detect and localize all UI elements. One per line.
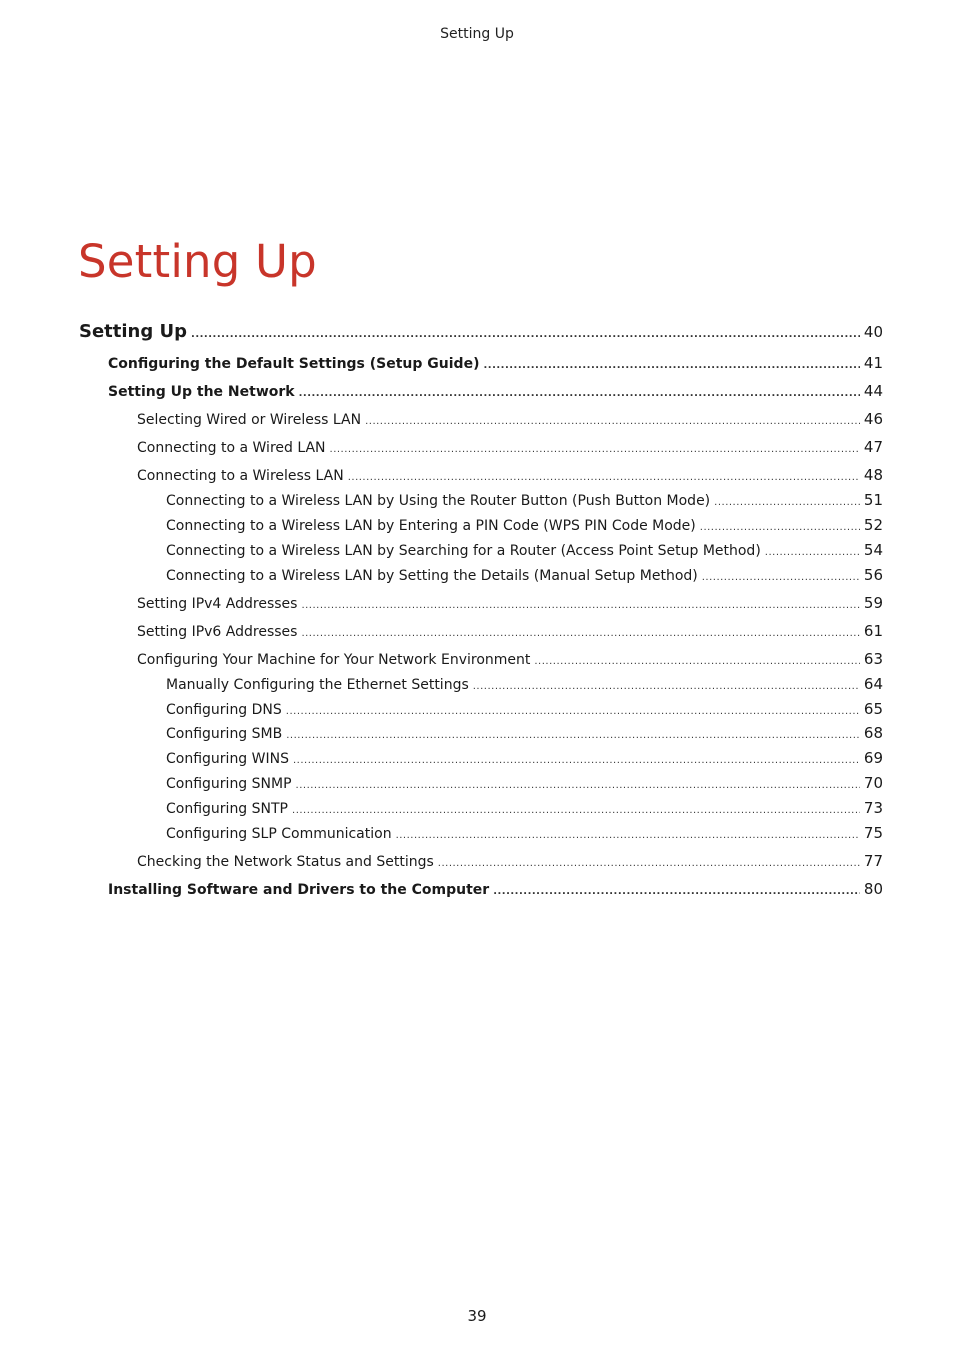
toc-leader-dots (348, 472, 860, 483)
toc-entry-page: 52 (863, 516, 883, 534)
toc-leader-dots (301, 600, 859, 611)
toc-entry-title: Checking the Network Status and Settings (137, 854, 434, 870)
toc-entry-page: 56 (863, 566, 883, 584)
toc-entry-page: 68 (863, 724, 883, 742)
toc-entry-page: 54 (863, 541, 883, 559)
toc-entry-page: 47 (863, 438, 883, 456)
toc-entry-title: Connecting to a Wireless LAN by Searching for a Router (Access Point Setup Method) (166, 543, 761, 559)
toc-entry-page: 41 (863, 354, 883, 372)
toc-entry-page: 75 (863, 824, 883, 842)
toc-leader-dots (301, 628, 859, 639)
toc-entry-access-point-setup[interactable] (166, 541, 883, 559)
toc-entry-title: Setting IPv4 Addresses (137, 596, 298, 612)
toc-leader-dots (296, 780, 860, 791)
toc-entry-network-status[interactable] (137, 852, 883, 870)
toc-leader-dots (292, 805, 860, 816)
toc-entry-title: Configuring the Default Settings (Setup Guide) (108, 356, 480, 372)
toc-entry-page: 46 (863, 410, 883, 428)
toc-entry-title: Configuring DNS (166, 702, 282, 718)
toc-entry-wired-lan[interactable] (137, 438, 883, 456)
toc-leader-dots (765, 547, 860, 558)
toc-entry-page: 61 (863, 622, 883, 640)
toc-entry-title: Connecting to a Wireless LAN (137, 468, 344, 484)
toc-entry-title: Selecting Wired or Wireless LAN (137, 412, 362, 428)
toc-leader-dots (714, 497, 860, 508)
toc-leader-dots (293, 755, 860, 766)
toc-entry-wired-or-wireless[interactable] (137, 410, 883, 428)
toc-entry-page: 51 (863, 491, 883, 509)
running-header: Setting Up (440, 26, 514, 42)
toc-entry-default-settings[interactable] (108, 354, 883, 372)
toc-entry-title: Connecting to a Wireless LAN by Using the Router Button (Push Button Mode) (166, 493, 711, 509)
toc-entry-title: Configuring SNTP (166, 801, 289, 817)
toc-entry-slp[interactable] (166, 824, 883, 842)
toc-entry-title: Setting Up (79, 321, 188, 342)
toc-entry-title: Configuring SNMP (166, 776, 292, 792)
toc-entry-title: Connecting to a Wired LAN (137, 440, 326, 456)
toc-leader-dots (396, 830, 860, 841)
toc-entry-page: 70 (863, 774, 883, 792)
toc-entry-setting-up[interactable] (79, 321, 883, 342)
toc-entry-title: Configuring WINS (166, 751, 289, 767)
toc-entry-ethernet-settings[interactable] (166, 675, 883, 693)
toc-entry-wireless-lan[interactable] (137, 466, 883, 484)
toc-entry-ipv4[interactable] (137, 594, 883, 612)
toc-entry-setting-up-network[interactable] (108, 382, 883, 400)
toc-entry-page: 73 (863, 799, 883, 817)
toc-entry-page: 80 (863, 880, 883, 898)
toc-entry-page: 77 (863, 852, 883, 870)
toc-entry-snmp[interactable] (166, 774, 883, 792)
toc-leader-dots (299, 388, 860, 399)
toc-leader-dots (702, 572, 860, 583)
page-number: 39 (467, 1307, 487, 1325)
toc-entry-title: Configuring Your Machine for Your Network Environment (137, 652, 531, 668)
toc-entry-page: 69 (863, 749, 883, 767)
toc-entry-title: Configuring SMB (166, 726, 283, 742)
toc-entry-installing-software[interactable] (108, 880, 883, 898)
toc-leader-dots (473, 681, 860, 692)
toc-entry-title: Connecting to a Wireless LAN by Setting the Details (Manual Setup Method) (166, 568, 698, 584)
toc-entry-title: Installing Software and Drivers to the Computer (108, 882, 490, 898)
toc-entry-title: Manually Configuring the Ethernet Settings (166, 677, 469, 693)
toc-entry-page: 48 (863, 466, 883, 484)
toc-leader-dots (365, 416, 860, 427)
toc-entry-sntp[interactable] (166, 799, 883, 817)
toc-leader-dots (483, 360, 859, 371)
toc-entry-manual-setup[interactable] (166, 566, 883, 584)
toc-entry-ipv6[interactable] (137, 622, 883, 640)
toc-leader-dots (493, 886, 860, 897)
toc-entry-title: Connecting to a Wireless LAN by Entering a PIN Code (WPS PIN Code Mode) (166, 518, 696, 534)
toc-entry-network-environment[interactable] (137, 650, 883, 668)
toc-entry-smb[interactable] (166, 724, 883, 742)
chapter-title: Setting Up (78, 235, 317, 288)
toc-leader-dots (438, 858, 860, 869)
toc-entry-title: Configuring SLP Communication (166, 826, 392, 842)
toc-entry-wins[interactable] (166, 749, 883, 767)
toc-entry-wps-pin-mode[interactable] (166, 516, 883, 534)
toc-entry-page: 63 (863, 650, 883, 668)
toc-leader-dots (330, 444, 860, 455)
toc-leader-dots (534, 656, 860, 667)
toc-leader-dots (700, 522, 860, 533)
toc-entry-title: Setting Up the Network (108, 384, 295, 400)
toc-entry-dns[interactable] (166, 700, 883, 718)
toc-leader-dots (286, 730, 860, 741)
toc-entry-push-button-mode[interactable] (166, 491, 883, 509)
toc-entry-title: Setting IPv6 Addresses (137, 624, 298, 640)
toc-leader-dots (286, 706, 860, 717)
toc-entry-page: 65 (863, 700, 883, 718)
toc-entry-page: 64 (863, 675, 883, 693)
toc-leader-dots (191, 329, 860, 340)
toc-entry-page: 59 (863, 594, 883, 612)
toc-entry-page: 40 (863, 323, 883, 341)
toc-entry-page: 44 (863, 382, 883, 400)
